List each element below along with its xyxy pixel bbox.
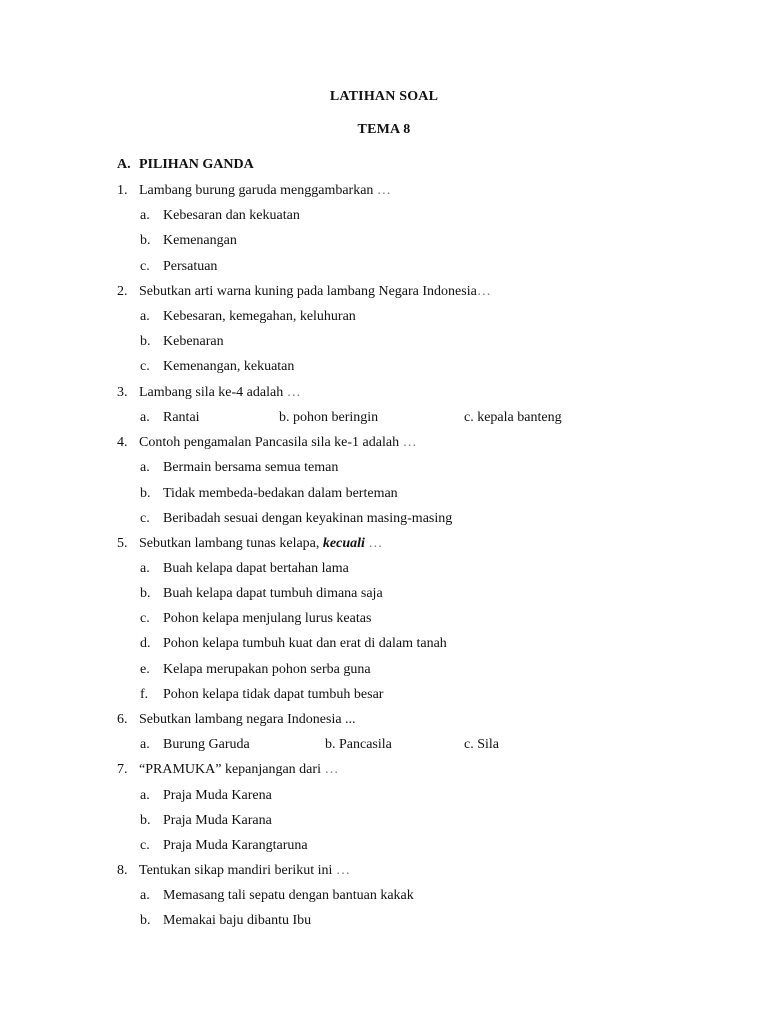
option-marker: a. <box>140 309 150 324</box>
question-dots: … <box>376 183 391 198</box>
option-text: Kemenangan <box>163 233 237 248</box>
option-text: Tidak membeda-bedakan dalam berteman <box>163 486 398 501</box>
option-text: Pohon kelapa tumbuh kuat dan erat di dalam tanah <box>163 636 447 651</box>
option-8b <box>140 912 311 930</box>
question-5 <box>117 535 382 553</box>
section-label: PILIHAN GANDA <box>139 157 254 172</box>
question-text: Contoh pengamalan Pancasila sila ke-1 adalah <box>139 435 400 450</box>
option-8a <box>140 887 414 905</box>
option-6c: c. Sila <box>464 737 499 752</box>
option-marker: c. <box>140 511 150 526</box>
option-1a <box>140 207 300 225</box>
option-marker: f. <box>140 687 149 702</box>
option-text: Pohon kelapa menjulang lurus keatas <box>163 611 372 626</box>
question-8 <box>117 862 350 880</box>
option-text: Kebenaran <box>163 334 224 349</box>
option-text: Praja Muda Karana <box>163 813 272 828</box>
option-marker: a. <box>140 888 150 903</box>
option-marker: b. <box>140 233 151 248</box>
question-7 <box>117 761 338 779</box>
option-4b <box>140 485 398 503</box>
question-number: 3. <box>117 385 128 400</box>
question-text: Sebutkan arti warna kuning pada lambang Negara Indonesia <box>139 284 477 299</box>
question-text: Lambang burung garuda menggambarkan <box>139 183 374 198</box>
option-text: Pohon kelapa tidak dapat tumbuh besar <box>163 687 384 702</box>
option-5d <box>140 635 447 653</box>
option-text: Memakai baju dibantu Ibu <box>163 913 312 928</box>
option-1b <box>140 232 237 250</box>
question-dots: … <box>368 536 383 551</box>
option-text: Buah kelapa dapat tumbuh dimana saja <box>163 586 383 601</box>
document-subtitle: TEMA 8 <box>357 122 411 137</box>
question-number: 1. <box>117 183 128 198</box>
question-dots: … <box>286 385 301 400</box>
question-number: 5. <box>117 536 128 551</box>
option-text: Praja Muda Karangtaruna <box>163 838 308 853</box>
option-text: Beribadah sesuai dengan keyakinan masing-masing <box>163 511 453 526</box>
option-2c <box>140 358 294 376</box>
option-marker: b. <box>140 334 151 349</box>
question-number: 6. <box>117 712 128 727</box>
option-6a <box>140 736 250 754</box>
question-dots: … <box>324 762 339 777</box>
option-5a <box>140 560 349 578</box>
option-6b: b. Pancasila <box>325 737 392 752</box>
option-3a <box>140 409 200 427</box>
option-text: Persatuan <box>163 259 218 274</box>
option-1c <box>140 258 217 276</box>
option-marker: b. <box>140 586 151 601</box>
option-3b: b. pohon beringin <box>279 410 379 425</box>
question-dots: … <box>402 435 417 450</box>
option-text: Praja Muda Karena <box>163 788 272 803</box>
option-5c <box>140 610 371 628</box>
option-3c: c. kepala banteng <box>464 410 562 425</box>
option-7c <box>140 837 308 855</box>
question-text: Sebutkan lambang negara Indonesia ... <box>139 712 356 727</box>
option-marker: a. <box>140 460 150 475</box>
option-4c <box>140 510 452 528</box>
option-2a <box>140 308 356 326</box>
section-heading <box>117 157 254 173</box>
question-3 <box>117 384 301 402</box>
question-2 <box>117 283 491 301</box>
option-text: Kebesaran dan kekuatan <box>163 208 300 223</box>
question-number: 8. <box>117 863 128 878</box>
option-marker: c. <box>140 359 150 374</box>
option-4a <box>140 459 338 477</box>
section-marker: A. <box>117 157 131 172</box>
option-text: Kemenangan, kekuatan <box>163 359 295 374</box>
option-marker: a. <box>140 410 150 425</box>
option-marker: e. <box>140 662 150 677</box>
option-5b <box>140 585 383 603</box>
question-6 <box>117 711 356 729</box>
option-text: Burung Garuda <box>163 737 250 752</box>
option-marker: b. <box>140 486 151 501</box>
question-text: Sebutkan lambang tunas kelapa, <box>139 536 320 551</box>
option-marker: b. <box>140 913 151 928</box>
option-5e <box>140 661 371 679</box>
question-4 <box>117 434 417 452</box>
option-text: Buah kelapa dapat bertahan lama <box>163 561 349 576</box>
option-marker: c. <box>140 611 150 626</box>
option-text: Kebesaran, kemegahan, keluhuran <box>163 309 356 324</box>
question-emphasis: kecuali <box>322 536 365 551</box>
option-marker: a. <box>140 208 150 223</box>
option-text: Rantai <box>163 410 200 425</box>
option-text: Kelapa merupakan pohon serba guna <box>163 662 371 677</box>
question-dots: … <box>476 284 491 299</box>
option-marker: a. <box>140 788 150 803</box>
document-title: LATIHAN SOAL <box>329 89 439 104</box>
question-text: Tentukan sikap mandiri berikut ini <box>139 863 333 878</box>
option-2b <box>140 333 224 351</box>
option-marker: a. <box>140 561 150 576</box>
option-marker: c. <box>140 259 150 274</box>
option-marker: d. <box>140 636 151 651</box>
question-number: 2. <box>117 284 128 299</box>
question-dots: … <box>335 863 350 878</box>
option-text: Memasang tali sepatu dengan bantuan kakak <box>163 888 414 903</box>
option-5f <box>140 686 383 704</box>
option-text: Bermain bersama semua teman <box>163 460 339 475</box>
option-7a <box>140 787 272 805</box>
question-text: “PRAMUKA” kepanjangan dari <box>139 762 321 777</box>
question-number: 7. <box>117 762 128 777</box>
option-marker: c. <box>140 838 150 853</box>
option-7b <box>140 812 272 830</box>
option-marker: a. <box>140 737 150 752</box>
question-number: 4. <box>117 435 128 450</box>
question-text: Lambang sila ke-4 adalah <box>139 385 284 400</box>
question-1 <box>117 182 391 200</box>
option-marker: b. <box>140 813 151 828</box>
